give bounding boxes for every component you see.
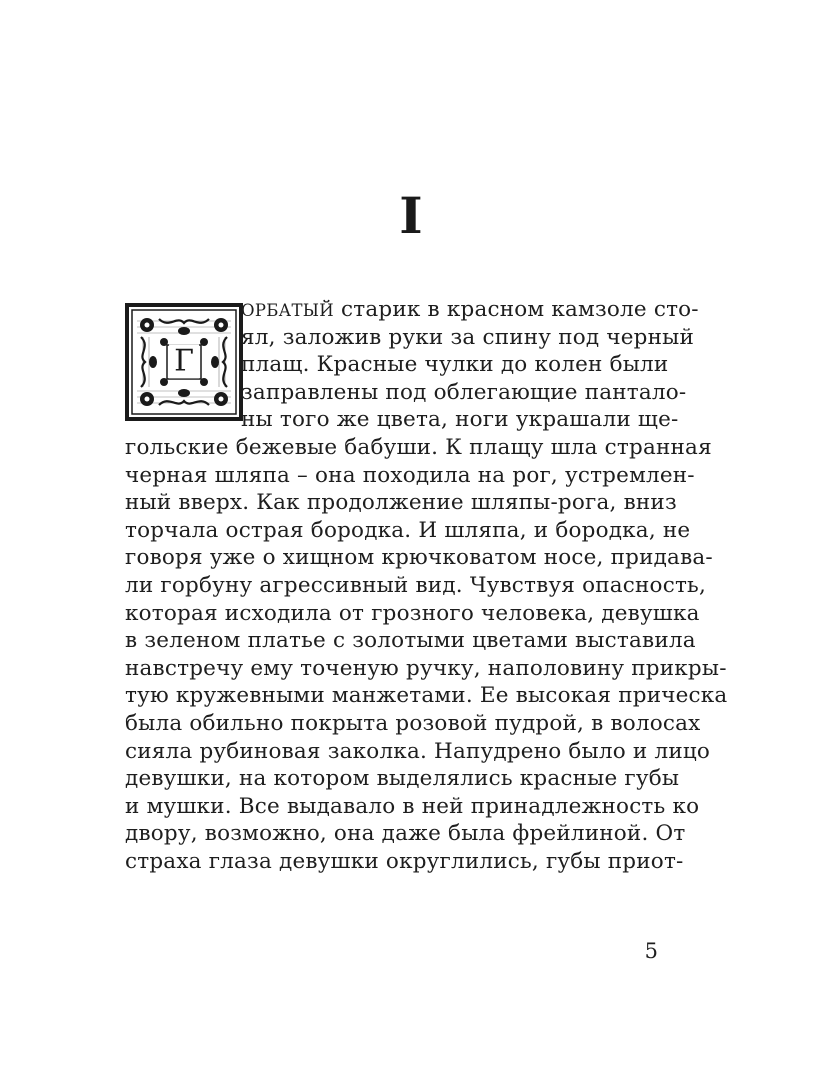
text-line: ли горбуну агрессивный вид. Чувствуя опасность, [125, 572, 706, 598]
text-line: торчала острая бородка. И шляпа, и бородка, не [125, 517, 691, 543]
first-word-smallcaps: ОРБАТЫЙ [241, 301, 334, 320]
text-line: была обильно покрыта розовой пудрой, в волосах [125, 710, 701, 736]
text-line: в зеленом платье с золотыми цветами выставила [125, 628, 696, 654]
text-line: говоря уже о хищном крючковатом носе, придава- [125, 545, 713, 571]
text-line [125, 296, 699, 324]
text-line: заправлены под облегающие пантало- [241, 379, 687, 405]
text-line: двору, возможно, она даже была фрейлиной. От [125, 821, 686, 847]
text-line: плащ. Красные чулки до колен были [241, 352, 669, 378]
drop-cap-letter: Г [169, 344, 199, 378]
text-line: сияла рубиновая заколка. Напудрено было и лицо [125, 738, 711, 764]
text-line: ял, заложив руки за спину под черный [241, 324, 695, 350]
body-paragraph [125, 296, 728, 875]
text-line: ный вверх. Как продолжение шляпы-рога, вниз [125, 490, 677, 516]
text-line: тую кружевными манжетами. Ее высокая прическа [125, 683, 728, 709]
text-line: гольские бежевые бабуши. К плащу шла странная [125, 434, 712, 460]
text-line: девушки, на котором выделялись красные губы [125, 766, 680, 792]
text-line-content: старик в красном камзоле сто- [333, 297, 699, 322]
text-line: страха глаза девушки округлились, губы приот- [125, 848, 684, 874]
chapter-number: I [399, 186, 423, 245]
text-line: черная шляпа – она походила на рог, устремлен- [125, 462, 695, 488]
text-line: которая исходила от грозного человека, девушка [125, 600, 700, 626]
text-line: навстречу ему точеную ручку, наполовину прикры- [125, 655, 727, 681]
text-line: ны того же цвета, ноги украшали ще- [241, 407, 679, 433]
text-line: и мушки. Все выдавало в ней принадлежность ко [125, 793, 700, 819]
page-number: 5 [644, 939, 658, 963]
